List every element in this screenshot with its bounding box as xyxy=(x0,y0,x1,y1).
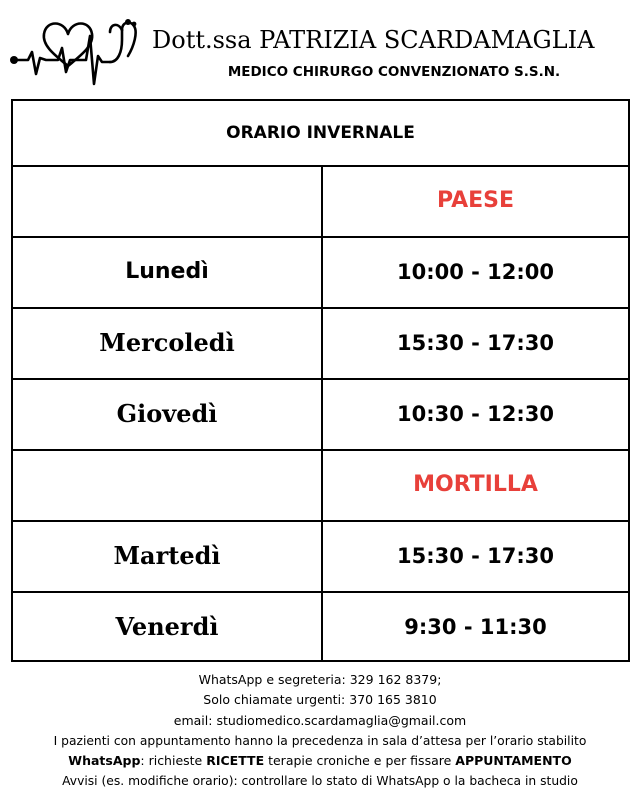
empty-day-cell xyxy=(13,165,323,236)
location-row-paese xyxy=(13,165,628,238)
whatsapp-line: WhatsApp e segreteria: 329 162 8379; xyxy=(198,672,442,687)
whatsapp-text: : richieste xyxy=(140,753,207,769)
notice-line: Avvisi (es. modifiche orario): controllare lo stato di WhatsApp o la bacheca in studio xyxy=(62,774,578,789)
table-row xyxy=(13,520,628,593)
hours: 10:00 - 12:00 xyxy=(396,259,555,284)
email-line: email: studiomedico.scardamaglia@gmail.com xyxy=(173,712,467,728)
ricette-label: RICETTE xyxy=(206,753,265,769)
location-name: PAESE xyxy=(436,188,515,213)
hours: 10:30 - 12:30 xyxy=(396,401,555,426)
schedule-table xyxy=(11,99,630,662)
heart-stethoscope-icon xyxy=(6,12,144,94)
doctor-subtitle: MEDICO CHIRURGO CONVENZIONATO S.S.N. xyxy=(227,64,561,80)
empty-day-cell xyxy=(13,449,323,520)
contact-footer xyxy=(0,670,640,792)
whatsapp-label: WhatsApp xyxy=(68,753,141,769)
table-row xyxy=(13,591,628,662)
urgent-line: Solo chiamate urgenti: 370 165 3810 xyxy=(203,692,437,708)
day-name: Martedì xyxy=(13,520,323,591)
day-name: Lunedì xyxy=(13,236,323,307)
whatsapp-requests-line xyxy=(0,751,640,771)
hours: 15:30 - 17:30 xyxy=(396,543,555,568)
location-name: MORTILLA xyxy=(413,472,538,497)
priority-line: I pazienti con appuntamento hanno la precedenza in sala d’attesa per l’orario stabilito xyxy=(53,733,587,748)
day-name: Mercoledì xyxy=(13,307,323,378)
table-row xyxy=(13,307,628,380)
schedule-title-row xyxy=(13,101,628,167)
table-row xyxy=(13,236,628,309)
doctor-name: Dott.ssa PATRIZIA SCARDAMAGLIA xyxy=(152,26,595,54)
hours: 15:30 - 17:30 xyxy=(396,330,555,355)
location-row-mortilla xyxy=(13,449,628,522)
day-name: Giovedì xyxy=(13,378,323,449)
table-row xyxy=(13,378,628,451)
whatsapp-text: terapie croniche e per fissare xyxy=(264,753,456,769)
day-name: Venerdì xyxy=(13,591,323,662)
hours: 9:30 - 11:30 xyxy=(404,614,547,639)
schedule-title: ORARIO INVERNALE xyxy=(226,123,415,143)
appuntamento-label: APPUNTAMENTO xyxy=(455,753,572,769)
